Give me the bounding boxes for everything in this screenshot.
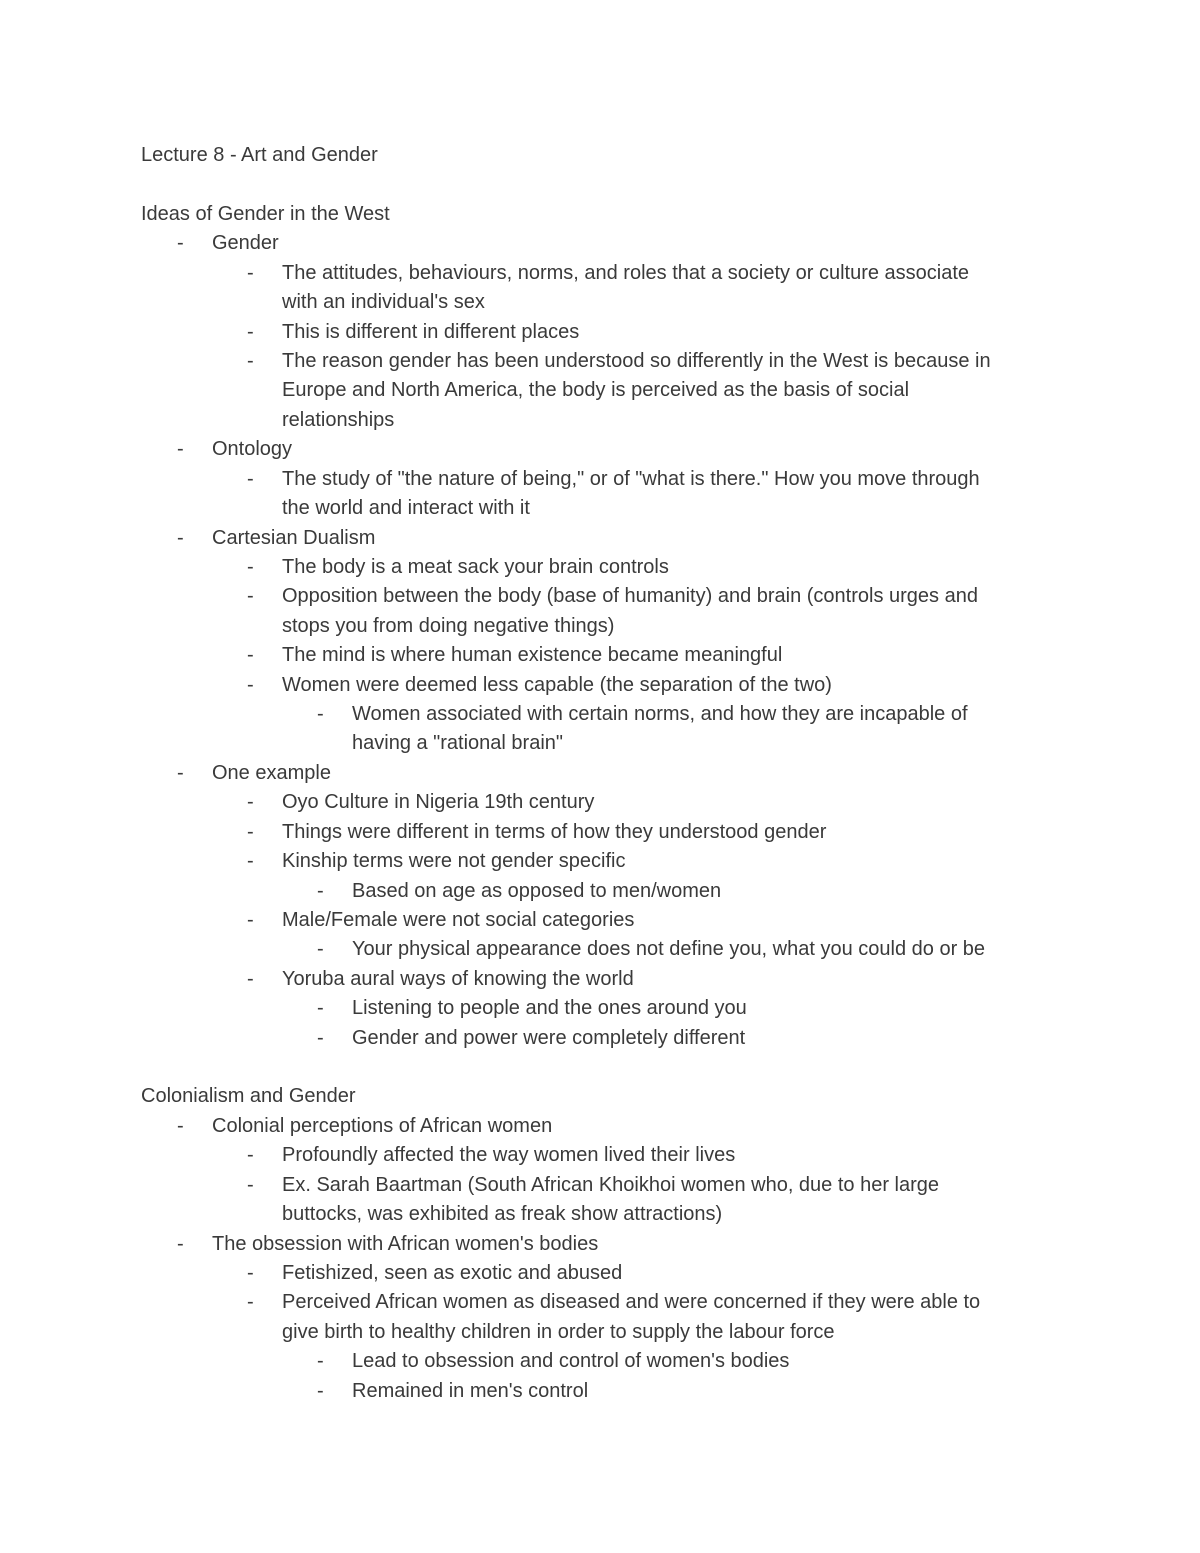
bullet-dash: -: [247, 968, 254, 990]
list-item-continuation: buttocks, was exhibited as freak show attractions): [282, 1203, 723, 1225]
list-item: Ontology: [212, 438, 293, 460]
list-item: Ex. Sarah Baartman (South African Khoikhoi women who, due to her large: [282, 1174, 940, 1196]
bullet-dash: -: [317, 703, 324, 725]
bullet-dash: -: [247, 909, 254, 931]
list-item: Perceived African women as diseased and were concerned if they were able to: [282, 1291, 981, 1313]
bullet-dash: -: [177, 1115, 184, 1137]
list-item: This is different in different places: [282, 321, 580, 343]
bullet-dash: -: [247, 262, 254, 284]
list-item: Things were different in terms of how they understood gender: [282, 821, 827, 843]
list-item-continuation: stops you from doing negative things): [282, 615, 615, 637]
bullet-dash: -: [317, 997, 324, 1019]
bullet-dash: -: [177, 762, 184, 784]
bullet-dash: -: [247, 850, 254, 872]
list-item: Yoruba aural ways of knowing the world: [282, 968, 634, 990]
list-item-continuation: give birth to healthy children in order to supply the labour force: [282, 1321, 835, 1343]
list-item-continuation: with an individual's sex: [282, 291, 485, 313]
list-item: The reason gender has been understood so differently in the West is because in: [282, 350, 991, 372]
list-item: The study of "the nature of being," or of "what is there." How you move through: [282, 468, 980, 490]
bullet-dash: -: [247, 468, 254, 490]
list-item: Fetishized, seen as exotic and abused: [282, 1262, 623, 1284]
list-item: Based on age as opposed to men/women: [352, 880, 722, 902]
list-item: One example: [212, 762, 331, 784]
bullet-dash: -: [317, 938, 324, 960]
bullet-dash: -: [247, 674, 254, 696]
bullet-dash: -: [247, 644, 254, 666]
bullet-dash: -: [177, 438, 184, 460]
bullet-dash: -: [247, 1291, 254, 1313]
bullet-dash: -: [247, 556, 254, 578]
bullet-dash: -: [317, 1350, 324, 1372]
list-item: Lead to obsession and control of women's bodies: [352, 1350, 790, 1372]
list-item: Kinship terms were not gender specific: [282, 850, 626, 872]
bullet-dash: -: [247, 1174, 254, 1196]
bullet-dash: -: [247, 821, 254, 843]
bullet-dash: -: [247, 585, 254, 607]
list-item: Listening to people and the ones around you: [352, 997, 747, 1019]
bullet-dash: -: [317, 1027, 324, 1049]
bullet-dash: -: [247, 1262, 254, 1284]
list-item: Oyo Culture in Nigeria 19th century: [282, 791, 595, 813]
list-item-continuation: Europe and North America, the body is perceived as the basis of social: [282, 379, 910, 401]
list-item: Male/Female were not social categories: [282, 909, 635, 931]
list-item: Your physical appearance does not define you, what you could do or be: [352, 938, 986, 960]
list-item-continuation: having a "rational brain": [352, 732, 563, 754]
bullet-dash: -: [177, 1233, 184, 1255]
bullet-dash: -: [177, 232, 184, 254]
list-item: The obsession with African women's bodies: [212, 1233, 599, 1255]
bullet-dash: -: [247, 1144, 254, 1166]
list-item: The mind is where human existence became meaningful: [282, 644, 783, 666]
list-item: Cartesian Dualism: [212, 527, 376, 549]
bullet-dash: -: [177, 527, 184, 549]
bullet-dash: -: [247, 321, 254, 343]
list-item: Remained in men's control: [352, 1380, 589, 1402]
section-heading: Ideas of Gender in the West: [141, 203, 390, 225]
bullet-dash: -: [247, 350, 254, 372]
bullet-dash: -: [317, 1380, 324, 1402]
list-item: Gender and power were completely different: [352, 1027, 746, 1049]
bullet-dash: -: [247, 791, 254, 813]
list-item: Opposition between the body (base of humanity) and brain (controls urges and: [282, 585, 978, 607]
bullet-dash: -: [317, 880, 324, 902]
list-item: Women associated with certain norms, and how they are incapable of: [352, 703, 968, 725]
list-item: The attitudes, behaviours, norms, and roles that a society or culture associate: [282, 262, 970, 284]
list-item-continuation: the world and interact with it: [282, 497, 530, 519]
list-item: Colonial perceptions of African women: [212, 1115, 553, 1137]
document-title: Lecture 8 - Art and Gender: [141, 144, 378, 166]
list-item: Gender: [212, 232, 279, 254]
list-item: The body is a meat sack your brain controls: [282, 556, 669, 578]
list-item: Profoundly affected the way women lived their lives: [282, 1144, 736, 1166]
list-item: Women were deemed less capable (the separation of the two): [282, 674, 832, 696]
list-item-continuation: relationships: [282, 409, 395, 431]
section-heading: Colonialism and Gender: [141, 1085, 356, 1107]
